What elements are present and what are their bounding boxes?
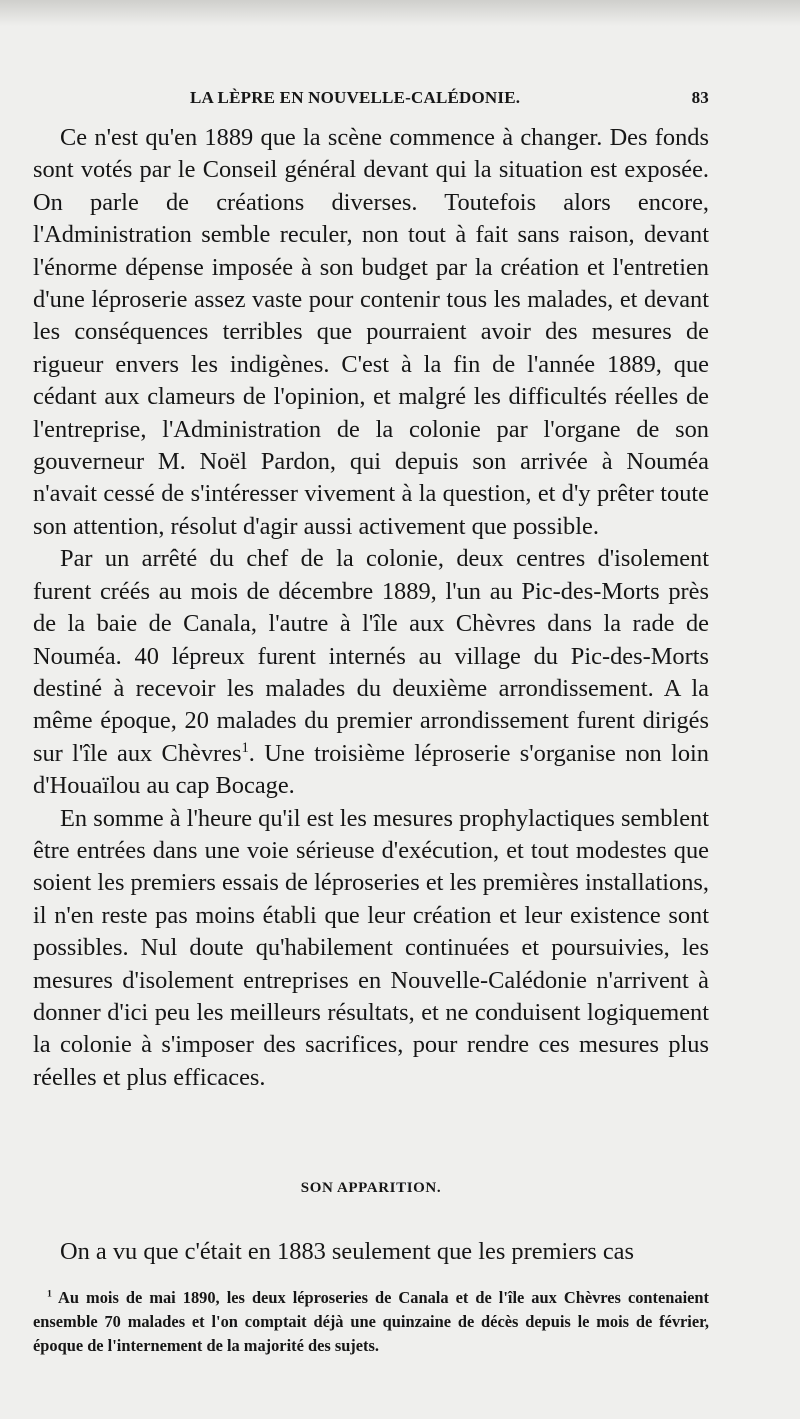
section-first-line: On a vu que c'était en 1883 seulement que les premiers cas bbox=[60, 1238, 634, 1265]
paragraph-2-continuation: . Une troisième léproserie s'organise non loin d'Houaïlou au cap Bocage. bbox=[33, 739, 710, 800]
body-text bbox=[33, 122, 709, 1094]
section-heading: SON APPARITION. bbox=[300, 1180, 442, 1196]
footnote-marker: 1 bbox=[47, 1288, 52, 1300]
footnote-text bbox=[33, 1286, 709, 1358]
page-edge bbox=[0, 0, 800, 26]
section-body bbox=[33, 1236, 709, 1268]
paragraph-2-text: Par un arrêté du chef de la colonie, deux centres d'isolement furent créés au mois de décembre 1889, l'un au Pic-des-Morts près de la baie de Canala, l'autre à l'île aux Chèvres dans la rade de Nouméa. 40 lépreux furent internés au village du Pic-des-Morts destiné à recevoir les malades du deuxième arrondissement. A la même époque, 20 malades du premier arrondissement furent dirigés sur l'île aux Chèvres bbox=[33, 545, 709, 767]
running-title: LA LÈPRE EN NOUVELLE-CALÉDONIE. bbox=[190, 88, 521, 107]
paragraph-1: Ce n'est qu'en 1889 que la scène commence à changer. Des fonds sont votés par le Conseil général devant qui la situation est exposée. On parle de créations diverses. Toutefois alors encore, l'Administration semble reculer, non tout à fait sans raison, devant l'énorme dépense imposée à son budget par la création et l'entretien d'une léproserie assez vaste pour contenir tous les malades, et devant les conséquences terribles que pourraient avoir des mesures de rigueur envers les indigènes. C'est à la fin de l'année 1889, que cédant aux clameurs de l'opinion, et malgré les difficultés réelles de l'entreprise, l'Administration de la colonie par l'organe de son gouverneur M. Noël Pardon, qui depuis son arrivée à Nouméa n'avait cessé de s'intéresser vivement à la question, et d'y prêter toute son attention, résolut d'agir aussi activement que possible. bbox=[33, 124, 709, 540]
paragraph-2 bbox=[33, 543, 709, 802]
page-number: 83 bbox=[691, 88, 709, 107]
footnote-body: Au mois de mai 1890, les deux léproseries de Canala et de l'île aux Chèvres contenaient ensemble 70 malades et l'on comptait déjà une quinzaine de décès depuis le mois de février, époque de l'internement de la majorité des sujets. bbox=[33, 1288, 709, 1355]
footnote bbox=[33, 1286, 709, 1358]
footnote-reference: 1 bbox=[241, 739, 249, 756]
paragraph-3: En somme à l'heure qu'il est les mesures prophylactiques semblent être entrées dans une voie sérieuse d'exécution, et tout modestes que soient les premiers essais de léproseries et les premières installations, il n'en reste pas moins établi que leur création et leur existence sont possibles. Nul doute qu'habilement continuées et poursuivies, les mesures d'isolement entreprises en Nouvelle-Calédonie n'arrivent à donner d'ici peu les meilleurs résultats, et ne conduisent logiquement la colonie à s'imposer des sacrifices, pour rendre ces mesures plus réelles et plus efficaces. bbox=[33, 804, 709, 1091]
